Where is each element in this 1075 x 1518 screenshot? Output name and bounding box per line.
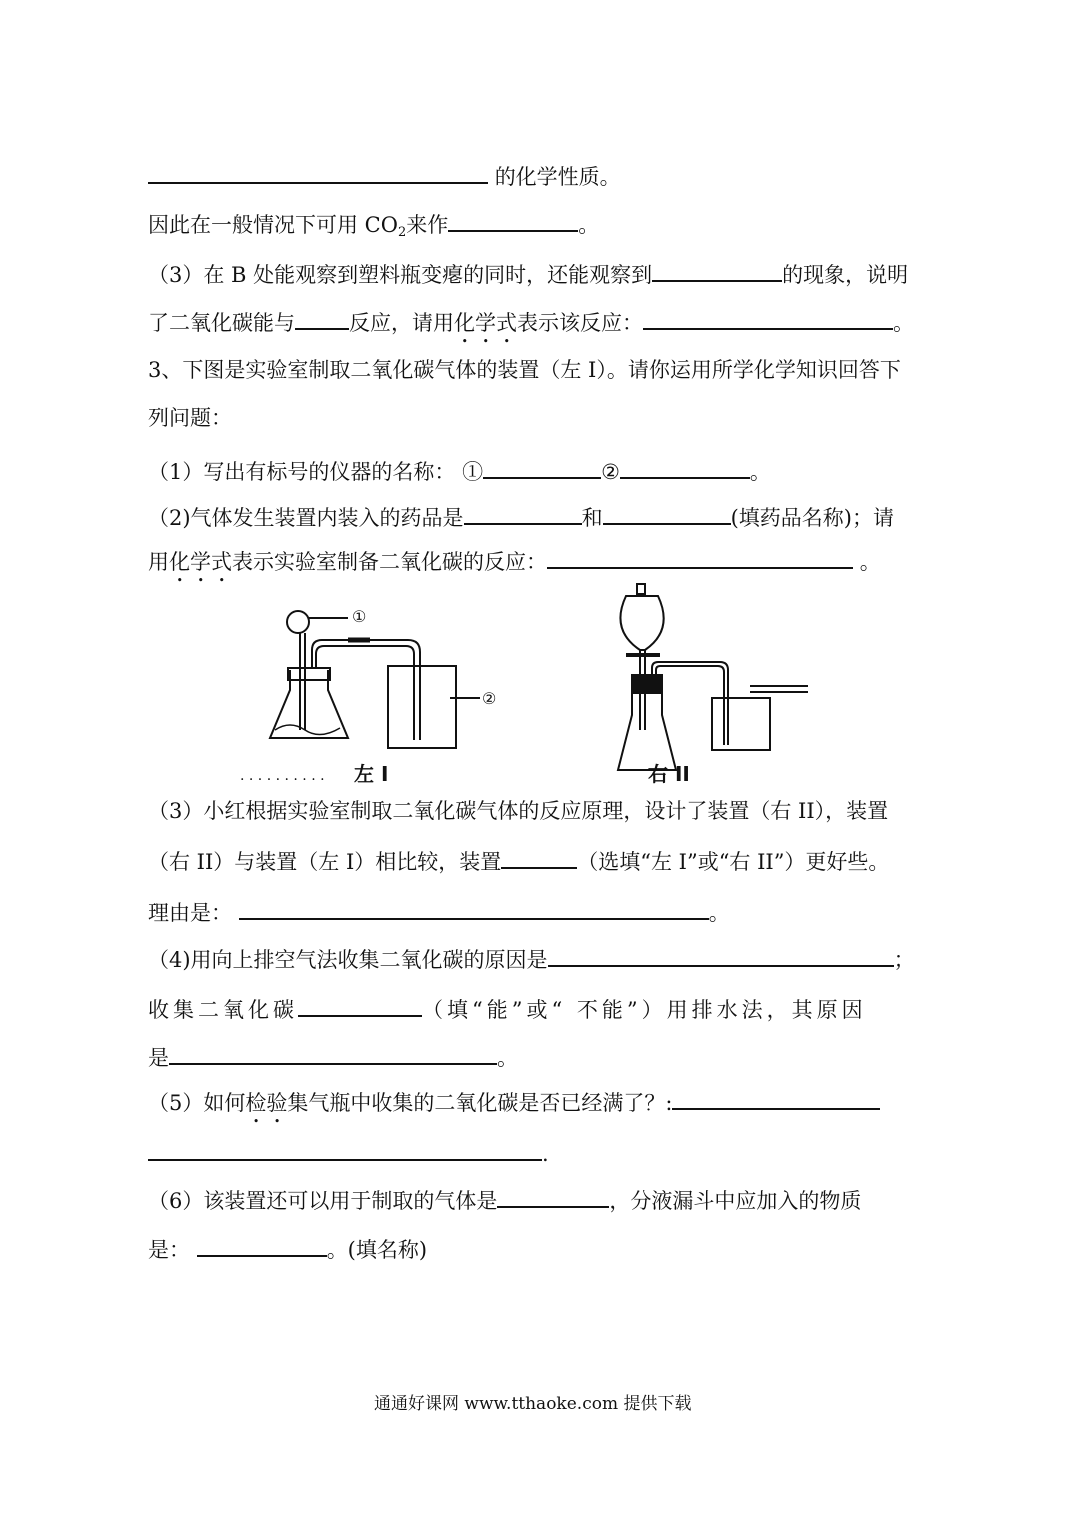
- right-apparatus: [618, 584, 808, 770]
- answer-blank[interactable]: [603, 501, 731, 525]
- separatory-funnel: [620, 596, 663, 650]
- apparatus-figure: [230, 580, 830, 785]
- line-q2-3a: （3）在 B 处能观察到塑料瓶变瘪的同时，还能观察到 的现象，说明: [148, 258, 908, 289]
- left-apparatus-label: 左 I: [354, 762, 389, 786]
- answer-blank[interactable]: [169, 1041, 497, 1065]
- line-chem-properties: 的化学性质。: [148, 160, 621, 191]
- page-footer: 通通好课网 www.tthaoke.com 提供下载: [374, 1394, 692, 1414]
- q3-part4-line2: 收集二氧化碳 （填“能”或“ 不能”）用排水法，其原因: [148, 993, 867, 1024]
- q3-part6-line2: 是： 。(填名称): [148, 1233, 427, 1264]
- answer-blank[interactable]: [239, 896, 709, 920]
- answer-blank[interactable]: [547, 545, 853, 569]
- q3-part1: （1）写出有标号的仪器的名称： ① ② 。: [148, 455, 771, 486]
- answer-blank[interactable]: [643, 306, 893, 330]
- q3-part4-line1: （4)用向上排空气法收集二氧化碳的原因是 ；: [148, 943, 915, 974]
- answer-blank[interactable]: [148, 160, 488, 184]
- answer-blank[interactable]: [497, 1184, 609, 1208]
- answer-blank[interactable]: [295, 306, 349, 330]
- answer-blank[interactable]: [298, 993, 422, 1017]
- q3-part5-line1: （5）如何检验集气瓶中收集的二氧化碳是否已经满了？:: [148, 1086, 880, 1128]
- answer-blank[interactable]: [197, 1233, 327, 1257]
- q3-part3-line3: 理由是： 。: [148, 896, 730, 927]
- gas-jar-right: [712, 698, 770, 750]
- funnel-bulb: [287, 611, 309, 633]
- funnel-stopper: [637, 584, 645, 594]
- answer-blank[interactable]: [464, 501, 582, 525]
- q3-part3-line2: （右 II）与装置（左 I）相比较，装置 （选填“左 I”或“右 II”）更好些。: [148, 845, 889, 876]
- q3-part2-line1: （2)气体发生装置内装入的药品是 和 (填药品名称)；请: [148, 501, 894, 532]
- answer-blank[interactable]: [652, 258, 782, 282]
- delivery-tube-right: [652, 662, 728, 745]
- left-apparatus: [270, 607, 496, 748]
- q3-part3-line1: （3）小红根据实验室制取二氧化碳气体的反应原理，设计了装置（右 II），装置: [148, 799, 889, 823]
- answer-blank[interactable]: [548, 943, 894, 967]
- q3-part4-line3: 是 。: [148, 1041, 518, 1072]
- marker-2: ②: [482, 689, 497, 708]
- svg-text:. . . . . . . . . .: . . . . . . . . . .: [240, 768, 325, 784]
- q3-part2-line2: 用化学式表示实验室制备二氧化碳的反应： 。: [148, 545, 881, 587]
- q3-intro-line1: 3、下图是实验室制取二氧化碳气体的装置（左 I）。请你运用所学化学知识回答下: [148, 358, 901, 382]
- answer-blank[interactable]: [672, 1086, 880, 1110]
- q3-part6-line1: （6）该装置还可以用于制取的气体是 ，分液漏斗中应加入的物质: [148, 1184, 861, 1215]
- line-co2-use: 因此在一般情况下可用 $CO_2$来作 。: [148, 208, 599, 247]
- stopper: [288, 668, 330, 680]
- marker-1: ①: [352, 607, 367, 626]
- answer-blank[interactable]: [483, 455, 601, 479]
- answer-blank[interactable]: [148, 1137, 542, 1161]
- q3-intro-line2: 列问题：: [148, 406, 232, 430]
- answer-blank[interactable]: [501, 845, 577, 869]
- gas-jar: [388, 666, 456, 748]
- rubber-stopper: [632, 675, 662, 693]
- q3-part5-line2: .: [148, 1137, 549, 1168]
- answer-blank[interactable]: [620, 455, 750, 479]
- answer-blank[interactable]: [448, 208, 578, 232]
- line-q2-3b: 了二氧化碳能与 反应，请用化学式表示该反应： 。: [148, 306, 914, 348]
- right-apparatus-label: 右 II: [648, 762, 690, 786]
